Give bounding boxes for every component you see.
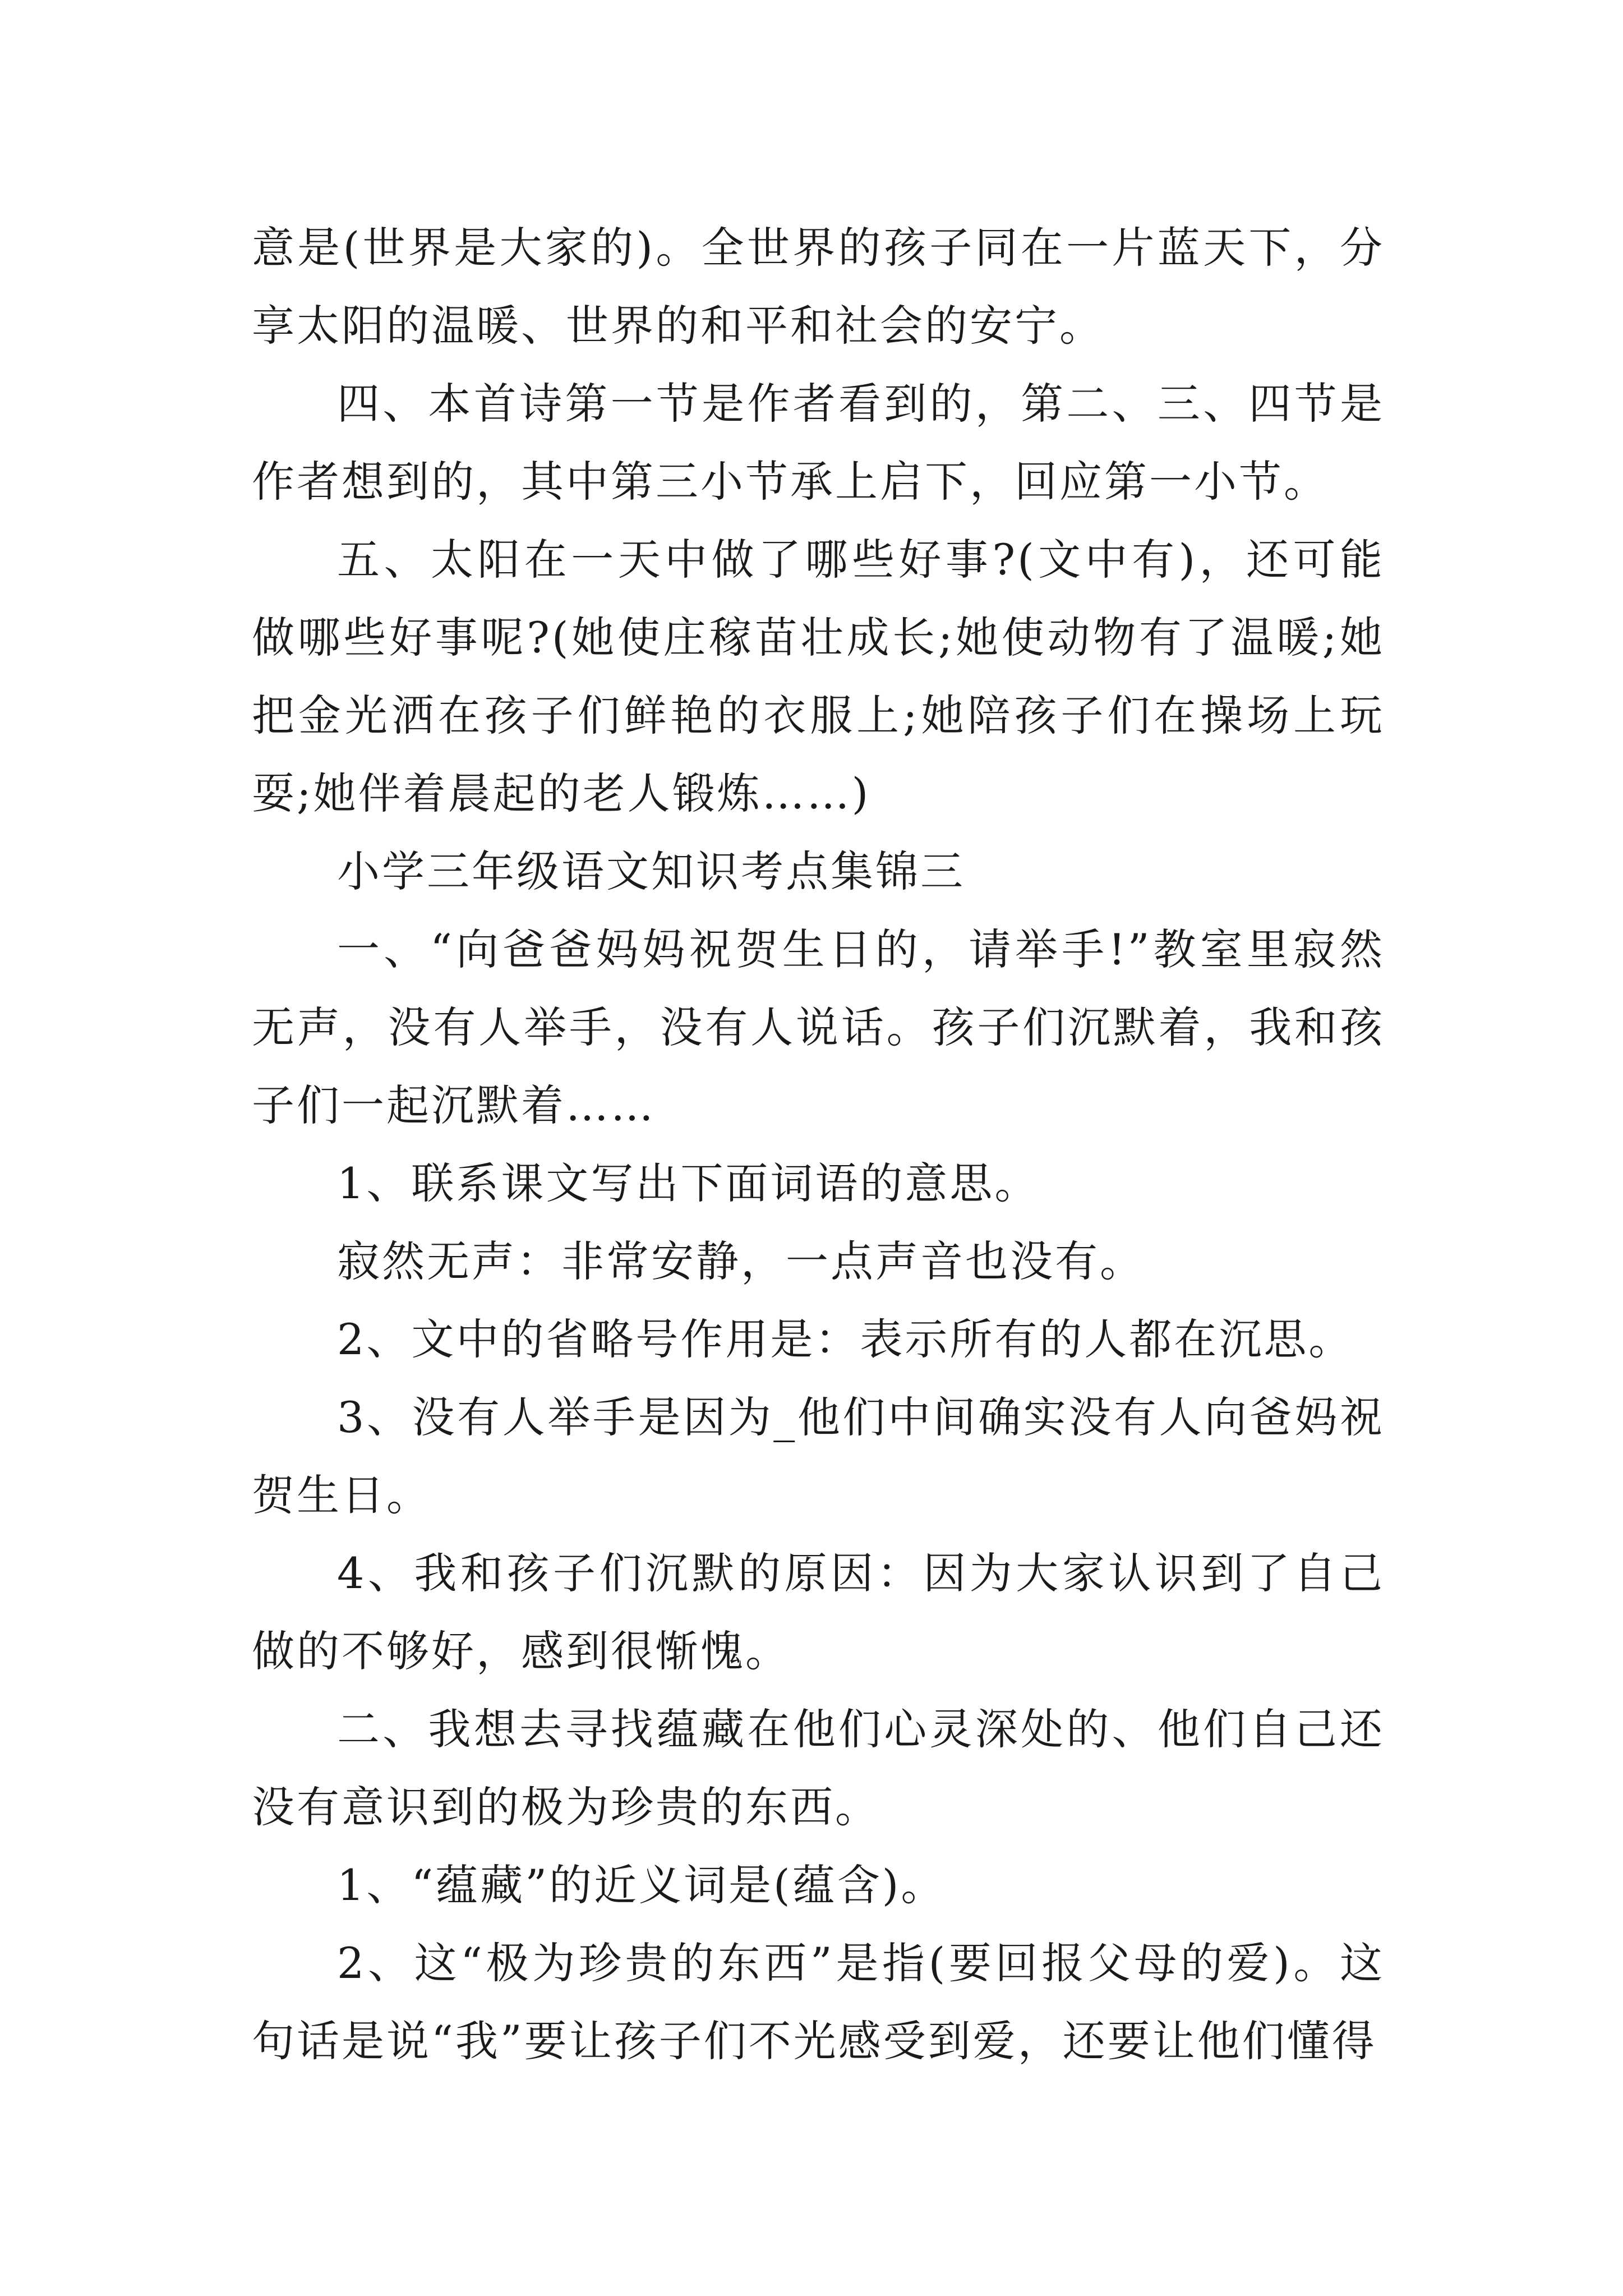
paragraph-5: 一、“向爸爸妈妈祝贺生日的，请举手!”教室里寂然无声，没有人举手，没有人说话。孩子们沉默着，我和孩子们一起沉默着…… bbox=[252, 924, 1385, 1130]
section-heading: 小学三年级语文知识考点集锦三 bbox=[337, 846, 965, 896]
paragraph-10: 4、我和孩子们沉默的原因：因为大家认识到了自己做的不够好，感到很惭愧。 bbox=[252, 1548, 1385, 1676]
paragraph-11: 二、我想去寻找蕴藏在他们心灵深处的、他们自己还没有意识到的极为珍贵的东西。 bbox=[252, 1704, 1385, 1832]
document-body bbox=[252, 209, 1385, 2080]
paragraph-3: 五、太阳在一天中做了哪些好事?(文中有)，还可能做哪些好事呢?(她使庄稼苗壮成长;她使动物有了温暖;她把金光洒在孩子们鲜艳的衣服上;她陪孩子们在操场上玩耍;她伴着晨起的老人锻炼……) bbox=[252, 535, 1385, 818]
paragraph-7: 寂然无声：非常安静，一点声音也没有。 bbox=[337, 1236, 1145, 1286]
paragraph-2: 四、本首诗第一节是作者看到的，第二、三、四节是作者想到的，其中第三小节承上启下，回应第一小节。 bbox=[252, 379, 1385, 507]
paragraph-12: 1、“蕴藏”的近义词是(蕴含)。 bbox=[337, 1860, 946, 1910]
paragraph-9: 3、没有人举手是因为_他们中间确实没有人向爸妈祝贺生日。 bbox=[252, 1392, 1385, 1520]
paragraph-6: 1、联系课文写出下面词语的意思。 bbox=[337, 1158, 1040, 1208]
paragraph-13: 2、这“极为珍贵的东西”是指(要回报父母的爱)。这句话是说“我”要让孩子们不光感受到爱，还要让他们懂得 bbox=[252, 1938, 1385, 2066]
paragraph-8: 2、文中的省略号作用是：表示所有的人都在沉思。 bbox=[337, 1314, 1354, 1364]
paragraph-1: 意是(世界是大家的)。全世界的孩子同在一片蓝天下，分享太阳的温暖、世界的和平和社会的安宁。 bbox=[252, 223, 1385, 351]
